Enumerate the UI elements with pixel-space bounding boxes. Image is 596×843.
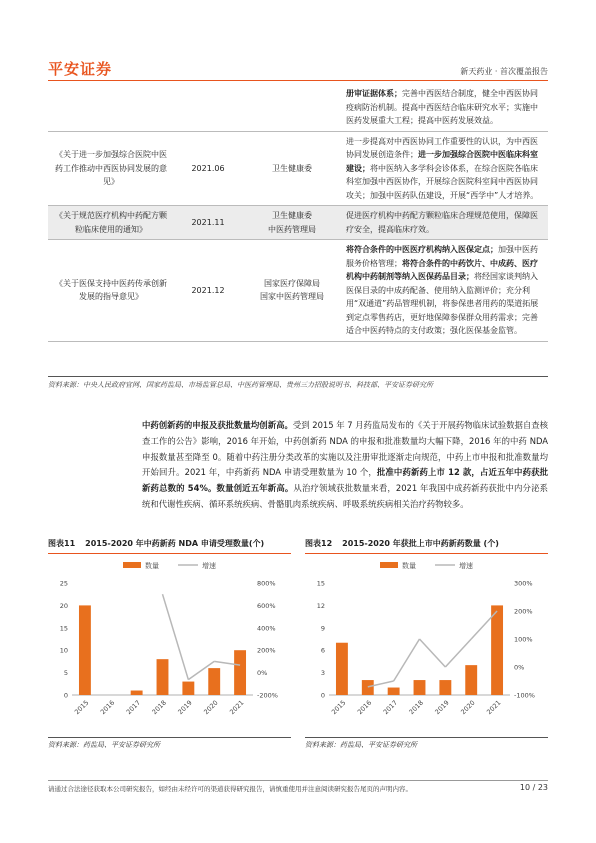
content-text: 将符合条件的中医医疗机构纳入医保定点； [346,245,498,254]
y-tick-right: -100% [514,691,535,700]
y-tick-right: 200% [514,607,533,616]
content-text: 进一步加强综合医院中医临床科室建设； [346,150,538,173]
bar-2019 [439,680,451,695]
brand-logo: 平安证券 [48,60,113,78]
y-tick-left: 20 [59,601,68,610]
y-tick-left: 15 [316,579,325,588]
content-text: 促进医疗机构中药配方颗粒临床合理规范使用，保障医疗安全，提高临床疗效。 [346,211,538,234]
table-row [48,84,548,131]
legend-label-bar: 数量 [145,562,159,570]
nda-application-chart [48,557,291,735]
growth-line-segment [394,639,420,681]
y-tick-right: 100% [514,635,533,644]
y-tick-left: 0 [63,691,68,700]
department-cell: 国家医疗保障局 国家中医药管理局 [242,240,342,342]
x-tick-2015: 2015 [72,698,91,717]
x-tick-2019: 2019 [433,698,451,717]
y-tick-left: 12 [316,601,325,610]
bar-2018 [157,659,169,695]
bar-2021 [491,605,503,695]
x-tick-2018: 2018 [150,698,168,717]
department-cell: 卫生健康委 中医药管理局 [242,206,342,240]
policy-name-cell: 《关于进一步加强综合医院中医药工作推动中西医协同发展的意见》 [48,131,174,206]
bar-2018 [414,680,426,695]
growth-line-segment [445,639,471,667]
figure-11-tag: 图表11 [48,539,76,548]
content-text: 完善中西医结合制度，健全中西医协同疫病防治机制。提高中西医结合临床研究水平；实施中医药发展重大工程；提高中医药发展效益。 [346,89,538,125]
bar-2020 [208,668,220,695]
approved-drugs-chart [305,557,548,735]
department-cell [242,84,342,131]
footer-disclaimer: 请通过合法途径获取本公司研究报告，如经由未经许可的渠道获得研究报告，请慎重使用并注意阅读研究报告尾页的声明内容。 [48,785,412,793]
department-cell: 卫生健康委 [242,131,342,206]
y-tick-left: 9 [320,624,325,633]
header-report-title: 新天药业 · 首次覆盖报告 [460,67,548,76]
figure-12-source: 资料来源：药监局、平安证券研究所 [305,737,548,750]
x-tick-2017: 2017 [124,698,143,717]
y-tick-left: 6 [320,646,325,655]
x-tick-2021: 2021 [485,698,503,717]
policy-name-cell: 《关于规范医疗机构中药配方颗粒临床使用的通知》 [48,206,174,240]
bar-2021 [234,650,246,695]
y-tick-right: 600% [257,601,276,610]
y-tick-left: 15 [59,624,68,633]
paragraph-text: 批准中药新药上市 12 款，占近五年中药获批新药总数的 54%。数量创近五年新高。 [142,467,548,494]
x-tick-2018: 2018 [407,698,425,717]
figure-11-title [48,538,291,554]
content-text: 加强中医药服务价格管理； [346,245,538,268]
figure-12-tag: 图表12 [305,539,333,548]
bar-2017 [131,691,143,695]
page-number: 10 / 23 [519,783,548,792]
bar-2017 [388,688,400,695]
date-cell [174,84,242,131]
y-tick-right: 300% [514,579,533,588]
y-tick-right: 0% [257,669,268,678]
date-cell: 2021.11 [174,206,242,240]
y-tick-right: 0% [514,663,525,672]
table-row [48,131,548,206]
content-text: 册审证据体系； [346,89,402,98]
y-tick-right: 800% [257,579,276,588]
figure-11 [48,538,291,750]
x-tick-2017: 2017 [381,698,400,717]
bar-2019 [182,682,194,695]
content-text: 进一步提高对中西医协同工作重要性的认识，为中西医协同发展创造条件； [346,136,538,159]
bar-2020 [465,665,477,695]
y-tick-right: 200% [257,646,276,655]
body-paragraph [142,418,548,513]
date-cell: 2021.06 [174,131,242,206]
figure-11-source: 资料来源：药监局、平安证券研究所 [48,737,291,750]
paragraph-text: 受到 2015 年 7 月药监局发布的《关于开展药物临床试验数据自查核查工作的公告》影响，2016 年开始，中药创新药 NDA 的申报和批准数量均大幅下降，2016 年的中药 NDA 申报数量甚至降至 0。随着中药注册分类改革的实施以及注册审批逐渐走向规范，中药上市申报和批准数量均开始回升。2021 年，中药新药 NDA 申请受理数量为 10 个， [142,420,548,478]
content-cell [342,131,548,206]
content-text: 将符合条件的中药饮片、中成药、医疗机构中药制剂等纳入医保药品目录； [346,258,538,281]
table-row [48,206,548,240]
bar-2015 [79,605,91,695]
content-text: 将经国家谈判纳入医保目录的中成药配备、使用纳入监测评价；充分利用“双通道”药品管理机制，将参保患者用药的渠道拓展到定点零售药店，更好地保障参保群众用药需求；完善适合中医药特点的支付政策；强化医保基金监管。 [346,272,539,335]
policy-name-cell [48,84,174,131]
figure-12 [305,538,548,750]
y-tick-left: 5 [63,669,68,678]
growth-line-segment [420,639,446,667]
x-tick-2016: 2016 [98,698,117,717]
x-tick-2020: 2020 [202,698,220,717]
footer-divider [48,780,548,781]
figure-12-title [305,538,548,554]
policy-name-cell: 《关于医保支持中医药传承创新发展的指导意见》 [48,240,174,342]
y-tick-right: -200% [257,691,278,700]
figure-12-caption: 2015-2020 年获批上市中药新药数量 (个) [342,539,499,548]
figure-11-caption: 2015-2020 年中药新药 NDA 申请受理数量(个) [85,539,265,548]
legend-label-bar: 数量 [402,562,416,570]
x-tick-2021: 2021 [228,698,246,717]
legend-label-line: 增速 [459,562,473,570]
content-cell [342,206,548,240]
x-tick-2020: 2020 [459,698,477,717]
table-row [48,240,548,342]
paragraph-text: 中药创新药的申报及获批数量均创新高。 [142,420,293,430]
x-tick-2015: 2015 [329,698,348,717]
content-cell [342,240,548,342]
x-tick-2016: 2016 [355,698,374,717]
content-cell [342,84,548,131]
header-divider [48,80,548,81]
y-tick-left: 3 [320,669,325,678]
x-tick-2019: 2019 [176,698,194,717]
y-tick-left: 10 [59,646,68,655]
y-tick-left: 0 [320,691,325,700]
content-text: 将中医纳入多学科会诊体系，在综合医院各临床科室加强中西医协作，开展综合医院科室间中西医协同攻关；加强中医药队伍建设，开展“西学中”人才培养。 [346,163,539,200]
policy-table [48,84,548,342]
table-source-note: 资料来源：中央人民政府官网、国家药监局、市场监管总局、中医药管理局、贵州三力招股说明书、科技部、平安证券研究所 [48,376,548,390]
legend-swatch-bar [123,562,141,568]
date-cell: 2021.12 [174,240,242,342]
paragraph-text: 从治疗领域获批数量来看，2021 年我国中成药新药获批中内分泌系统和代谢性疾病、循环系统疾病、骨骼肌肉系统疾病、呼吸系统疾病相关治疗药物较多。 [142,483,548,509]
legend-swatch-bar [380,562,398,568]
bar-2015 [336,643,348,695]
y-tick-right: 400% [257,624,276,633]
y-tick-left: 25 [59,579,68,588]
bar-2016 [362,680,374,695]
legend-label-line: 增速 [202,562,216,570]
